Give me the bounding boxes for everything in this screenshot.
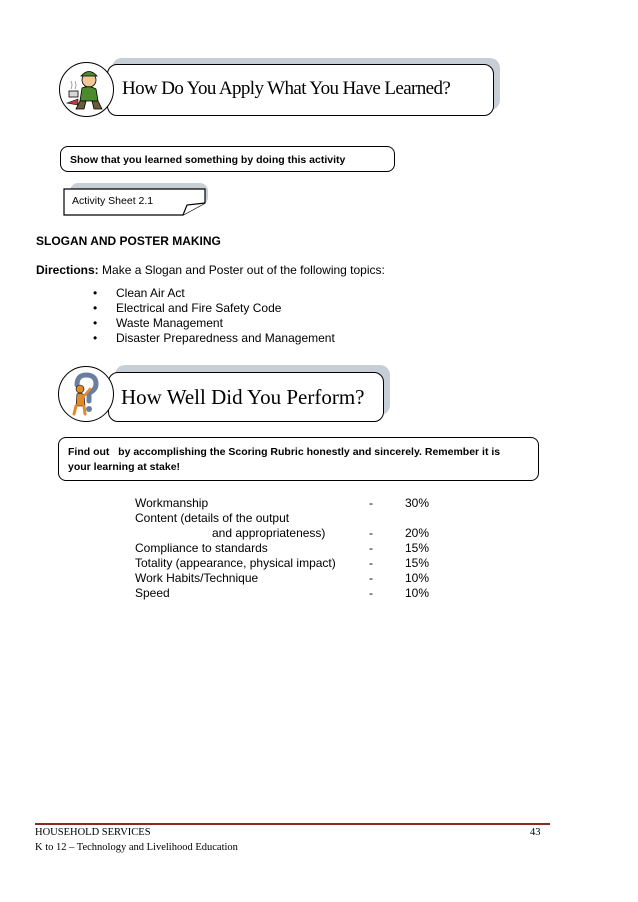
directions bbox=[36, 263, 385, 277]
rubric-criterion: Workmanship bbox=[135, 496, 209, 510]
instruction-box-1 bbox=[60, 146, 395, 172]
banner1-icon-circle bbox=[59, 62, 114, 117]
rubric-percent: 15% bbox=[405, 556, 430, 570]
list-item: • Clean Air Act bbox=[93, 286, 335, 301]
banner1-title: How Do You Apply What You Have Learned? bbox=[122, 78, 451, 99]
footer-curriculum: K to 12 – Technology and Livelihood Education bbox=[35, 842, 238, 853]
rubric-percent: 10% bbox=[405, 571, 430, 585]
rubric-criterion: Content (details of the output bbox=[135, 511, 290, 525]
directions-label: Directions: bbox=[36, 263, 99, 277]
rubric-criterion: and appropriateness) bbox=[212, 526, 326, 540]
footer-rule bbox=[35, 823, 550, 825]
rubric-dash: - bbox=[369, 571, 373, 585]
activity-tag-label: Activity Sheet 2.1 bbox=[72, 195, 154, 207]
instruction-text-1: Show that you learned something by doing this activity bbox=[70, 154, 346, 166]
rubric-criterion: Work Habits/Technique bbox=[135, 571, 259, 585]
section-title: SLOGAN AND POSTER MAKING bbox=[36, 234, 221, 248]
banner1 bbox=[107, 64, 494, 116]
rubric-percent: 30% bbox=[405, 496, 430, 510]
rubric-dash: - bbox=[369, 556, 373, 570]
topics-list bbox=[93, 286, 335, 346]
rubric-dash: - bbox=[369, 541, 373, 555]
rubric-percent: 10% bbox=[405, 586, 430, 600]
rubric-percent: 20% bbox=[405, 526, 430, 540]
banner2 bbox=[108, 372, 384, 422]
rubric-dash: - bbox=[369, 526, 373, 540]
rubric-criterion: Speed bbox=[135, 586, 170, 600]
list-item: • Disaster Preparedness and Management bbox=[93, 331, 335, 346]
thinking-figure-icon bbox=[60, 63, 112, 115]
list-item: • Electrical and Fire Safety Code bbox=[93, 301, 335, 316]
rubric-dash: - bbox=[369, 586, 373, 600]
banner2-icon-circle bbox=[58, 366, 114, 422]
instruction-text-2-line1: Find out by accomplishing the Scoring Rubric honestly and sincerely. Remember it is bbox=[68, 446, 501, 458]
banner2-title: How Well Did You Perform? bbox=[121, 385, 365, 409]
question-figure-icon bbox=[59, 367, 112, 420]
footer-subject: HOUSEHOLD SERVICES bbox=[35, 827, 151, 838]
rubric-criterion: Compliance to standards bbox=[135, 541, 268, 555]
page-number: 43 bbox=[530, 827, 541, 838]
directions-text: Make a Slogan and Poster out of the following topics: bbox=[98, 263, 385, 277]
rubric-dash: - bbox=[369, 496, 373, 510]
instruction-text-2-line2: your learning at stake! bbox=[68, 461, 181, 473]
rubric-percent: 15% bbox=[405, 541, 430, 555]
instruction-box-2 bbox=[58, 437, 539, 481]
list-item: • Waste Management bbox=[93, 316, 335, 331]
rubric-criterion: Totality (appearance, physical impact) bbox=[135, 556, 336, 570]
